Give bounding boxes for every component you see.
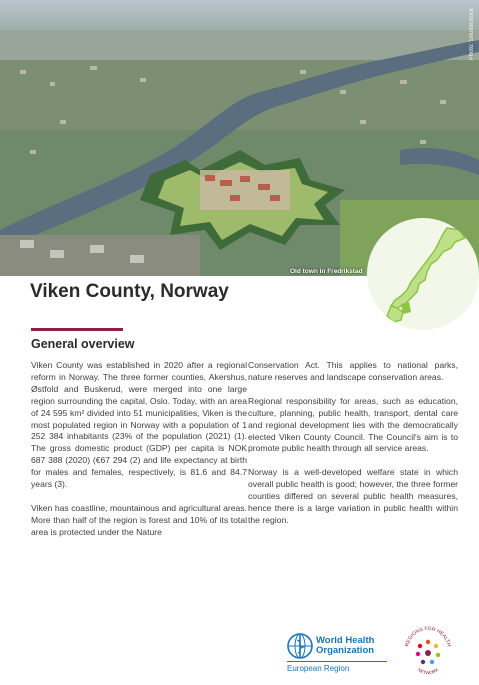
who-logo: [278, 630, 398, 678]
regions-for-health-network-logo: [402, 624, 454, 680]
paragraph: Viken County was established in 2020 after a regional reform in Norway. The three former counties, Akershus, Østfold and Buskerud, were merged into one large region surrounding the capital, Oslo. Today, with an area of 24 595 km² divided into 51 municipalities, Viken is the most populated region in Norway with a population of 1 252 384 inhabitants (23% of the population (2021) (1). The gross domestic product (GDP) per capita is NOK 687 388 (2020) (€67 294 (2) and life expectancy at birth for males and females, respectively, is 81.6 and 84.7 years (3).: [31, 360, 247, 490]
paragraph: Norway is a well-developed welfare state in which overall public health is good; however, the three former counties differed on several public health measures, hence there is a large variation in public health within the region.: [248, 467, 458, 525]
section-title: General overview: [31, 337, 135, 351]
page-title: Viken County, Norway: [30, 281, 229, 302]
who-divider: [287, 661, 387, 662]
paragraph: Regional responsibility for areas, such as education, culture, planning, public health, transport, dental care and regional development lies with the democratically elected Viken County Council. The Council's aim is to promote public health through all service areas.: [248, 395, 458, 454]
body-column-right: [248, 360, 458, 539]
photo-credit: Photo: Shutterstock: [469, 8, 475, 61]
body-column-left: [31, 360, 247, 551]
svg-text:REGIONS FOR HEALTH: REGIONS FOR HEALTH: [404, 625, 452, 648]
who-emblem-icon: [286, 632, 314, 660]
paragraph: Conservation Act. This applies to national parks, nature reserves and landscape conservation areas.: [248, 360, 458, 382]
norway-map-icon: [367, 218, 479, 330]
photo-caption: Old town in Fredrikstad: [290, 268, 363, 275]
who-name: World Health Organization: [316, 635, 375, 656]
paragraph: Viken has coastline, mountainous and agricultural areas. More than half of the region is forest and 10% of its total area is protected under the Nature: [31, 502, 247, 537]
rhn-figures-icon: [416, 640, 440, 664]
section-accent-rule: [31, 328, 123, 331]
footer-logos: [0, 624, 479, 682]
who-region: European Region: [287, 664, 350, 673]
svg-text:NETWORK: NETWORK: [416, 667, 440, 676]
